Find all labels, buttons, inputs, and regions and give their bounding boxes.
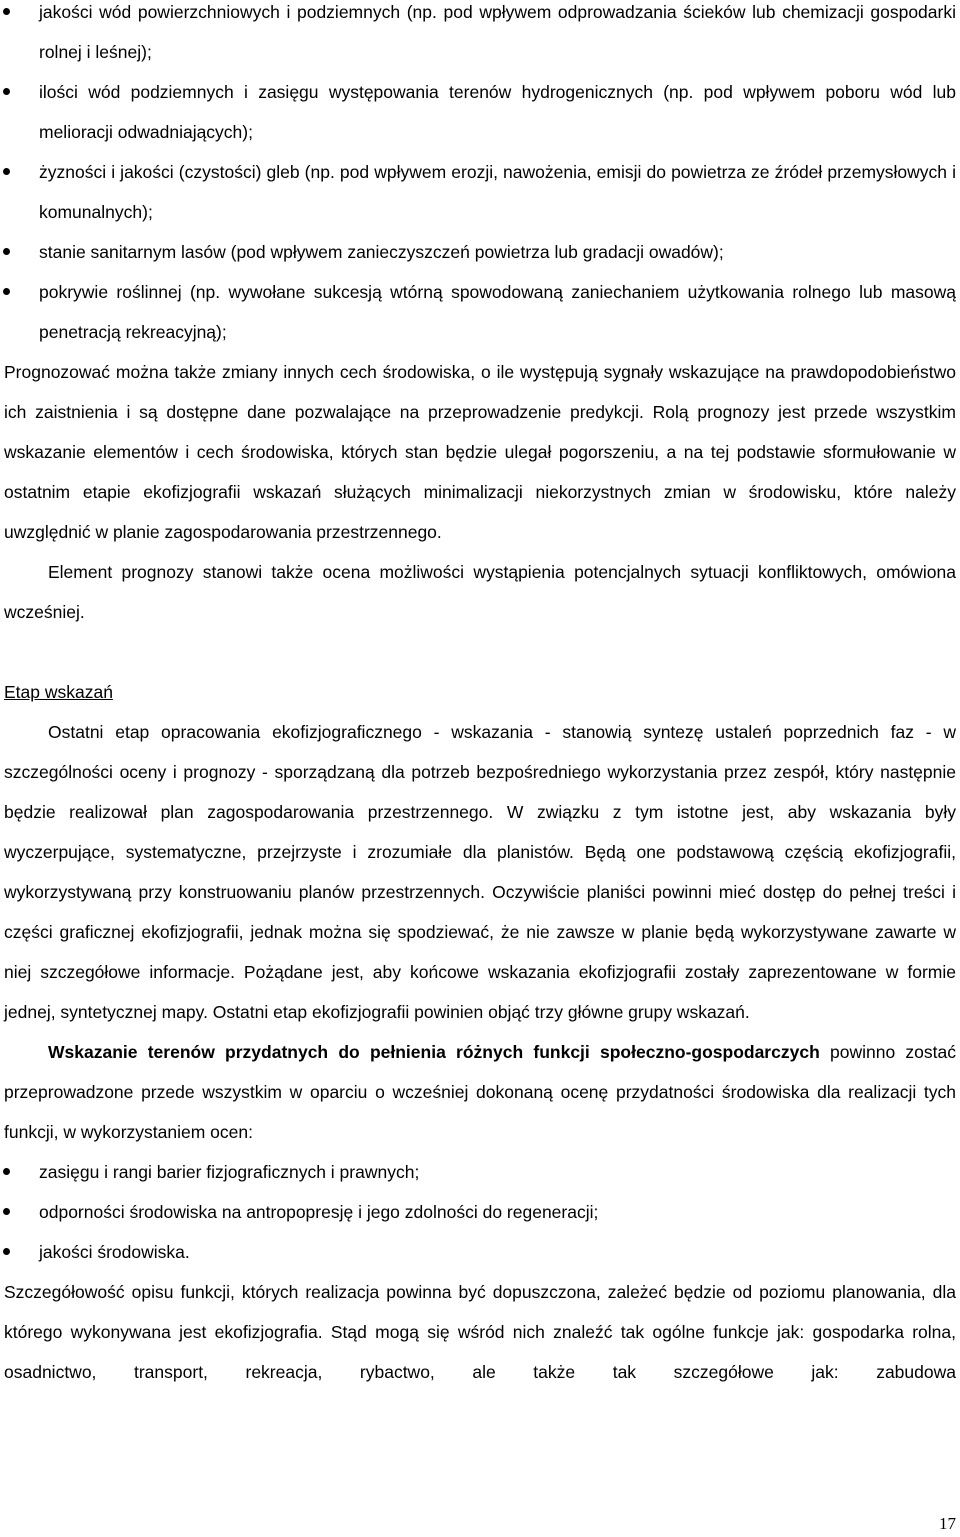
paragraph-detail: Szczegółowość opisu funkcji, których realizacja powinna być dopuszczona, zależeć będzie od poziomu planowania, dla którego wykonywana jest ekofizjografia. Stąd mogą się wśród nich znaleźć tak ogólne funkcje jak: gospodarka rolna, osadnictwo, transport, rekreacja, rybactwo, ale także tak szczegółowe jak: zabudowa [4, 1282, 956, 1382]
list-item: jakości wód powierzchniowych i podziemnych (np. pod wpływem odprowadzania ścieków lub chemizacji gospodarki rolnej i leśnej); [0, 0, 960, 72]
list-item: odporności środowiska na antropopresję i jego zdolności do regeneracji; [0, 1192, 960, 1232]
list-item: zasięgu i rangi barier fizjograficznych i prawnych; [0, 1152, 960, 1192]
paragraph-last-stage: Ostatni etap opracowania ekofizjograficznego - wskazania - stanowią syntezę ustaleń poprzednich faz - w szczególności oceny i prognozy - sporządzaną dla potrzeb bezpośredniego wykorzystania przez zespół, który następnie będzie realizował plan zagospodarowania przestrzennego. W związku z tym istotne jest, aby wskazania były wyczerpujące, systematyczne, przejrzyste i zrozumiałe dla planistów. Będą one podstawową częścią ekofizjografii, wykorzystywaną przy konstruowaniu planów przestrzennych. Oczywiście planiści powinni mieć dostęp do pełnej treści i części graficznej ekofizjografii, jednak można się spodziewać, że nie zawsze w planie będą wykorzystywane zawarte w niej szczegółowe informacje. Pożądane jest, aby końcowe wskazania ekofizjografii zostały zaprezentowane w formie jednej, syntetycznej mapy. Ostatni etap ekofizjografii powinien objąć trzy główne grupy wskazań. [4, 722, 956, 1022]
paragraph-forecast: Prognozować można także zmiany innych cech środowiska, o ile występują sygnały wskazujące na prawdopodobieństwo ich zaistnienia i są dostępne dane pozwalające na przeprowadzenie predykcji. Rolą prognozy jest przede wszystkim wskazanie elementów i cech środowiska, których stan będzie ulegał pogorszeniu, a na tej podstawie sformułowanie w ostatnim etapie ekofizjografii wskazań służących minimalizacji niekorzystnych zmian w środowisku, które należy uwzględnić w planie zagospodarowania przestrzennego. [4, 362, 956, 542]
paragraph-terrain [0, 1032, 960, 1152]
page-number: 17 [939, 1514, 956, 1533]
terrain-rest: powinno zostać przeprowadzone przede wszystkim w oparciu o wcześniej dokonaną ocenę przydatności środowiska dla realizacji tych funkcji, w wykorzystaniem ocen: [4, 1042, 956, 1142]
list-item: żyzności i jakości (czystości) gleb (np. pod wpływem erozji, nawożenia, emisji do powietrza ze źródeł przemysłowych i komunalnych); [0, 152, 960, 232]
assessment-bullet-list [0, 1152, 960, 1272]
paragraph-element: Element prognozy stanowi także ocena możliwości wystąpienia potencjalnych sytuacji konfliktowych, omówiona wcześniej. [4, 562, 956, 622]
list-item: ilości wód podziemnych i zasięgu występowania terenów hydrogenicznych (np. pod wpływem poboru wód lub melioracji odwadniających); [0, 72, 960, 152]
list-item: pokrywie roślinnej (np. wywołane sukcesją wtórną spowodowaną zaniechaniem użytkowania rolnego lub masową penetracją rekreacyjną); [0, 272, 960, 352]
list-item: stanie sanitarnym lasów (pod wpływem zanieczyszczeń powietrza lub gradacji owadów); [0, 232, 960, 272]
list-item: jakości środowiska. [0, 1232, 960, 1272]
impact-bullet-list [0, 0, 960, 352]
terrain-bold-phrase: Wskazanie terenów przydatnych do pełnienia różnych funkcji społeczno-gospodarczych [48, 1042, 820, 1062]
section-heading: Etap wskazań [4, 682, 113, 702]
